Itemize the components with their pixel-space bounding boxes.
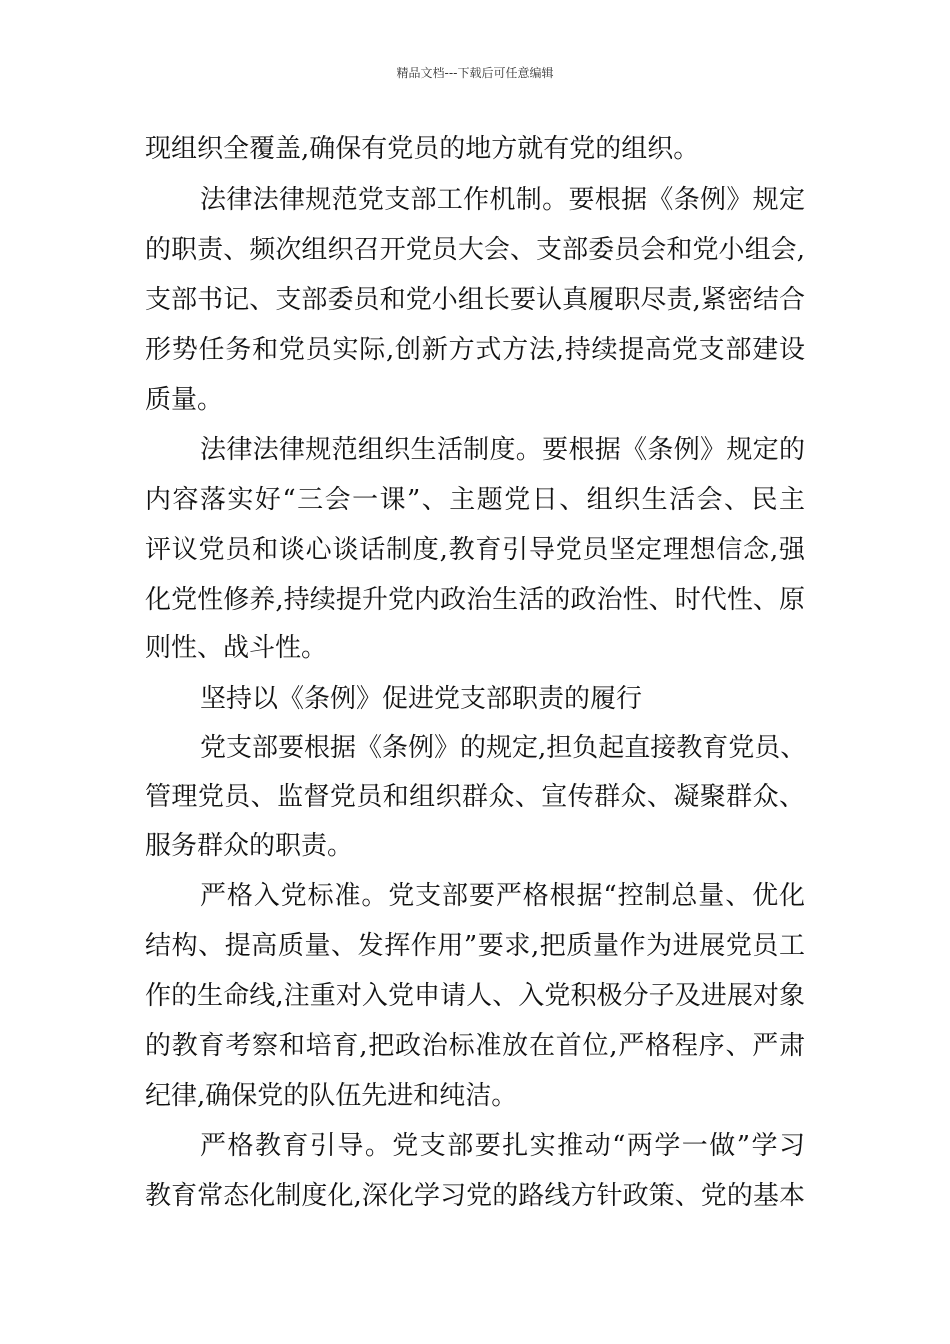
text-line: 的教育考察和培育,把政治标准放在首位,严格程序、严肃 — [145, 1031, 805, 1061]
text-line: 则性、战斗性。 — [145, 633, 328, 663]
text-line: 现组织全覆盖,确保有党员的地方就有党的组织。 — [145, 134, 700, 164]
paragraph-first-line: 严格入党标准。党支部要严格根据“控制总量、优化 — [200, 881, 805, 911]
paragraph-first-line: 严格教育引导。党支部要扎实推动“两学一做”学习 — [200, 1131, 805, 1161]
text-line: 的职责、频次组织召开党员大会、支部委员会和党小组会, — [145, 235, 805, 265]
text-line: 支部书记、支部委员和党小组长要认真履职尽责,紧密结合 — [145, 285, 805, 315]
text-line: 评议党员和谈心谈话制度,教育引导党员坚定理想信念,强 — [145, 535, 805, 565]
text-line: 服务群众的职责。 — [145, 831, 354, 861]
paragraph-first-line: 党支部要根据《条例》的规定,担负起直接教育党员、 — [200, 733, 807, 763]
paragraph-first-line: 法律法律规范党支部工作机制。要根据《条例》规定 — [200, 185, 805, 215]
text-line: 纪律,确保党的队伍先进和纯洁。 — [145, 1081, 518, 1111]
text-line: 质量。 — [145, 385, 224, 415]
text-line: 教育常态化制度化,深化学习党的路线方针政策、党的基本 — [145, 1181, 805, 1211]
page-header: 精品文档---下载后可任意编辑 — [396, 66, 554, 80]
text-line: 结构、提高质量、发挥作用”要求,把质量作为进展党员工 — [145, 931, 805, 961]
paragraph-first-line: 法律法律规范组织生活制度。要根据《条例》规定的 — [200, 435, 805, 465]
section-heading: 坚持以《条例》促进党支部职责的履行 — [200, 684, 643, 714]
text-line: 形势任务和党员实际,创新方式方法,持续提高党支部建设 — [145, 335, 805, 365]
text-line: 管理党员、监督党员和组织群众、宣传群众、凝聚群众、 — [145, 782, 805, 812]
text-line: 化党性修养,持续提升党内政治生活的政治性、时代性、原 — [145, 585, 805, 615]
text-line: 作的生命线,注重对入党申请人、入党积极分子及进展对象 — [145, 981, 805, 1011]
text-line: 内容落实好“三会一课”、主题党日、组织生活会、民主 — [145, 485, 805, 515]
